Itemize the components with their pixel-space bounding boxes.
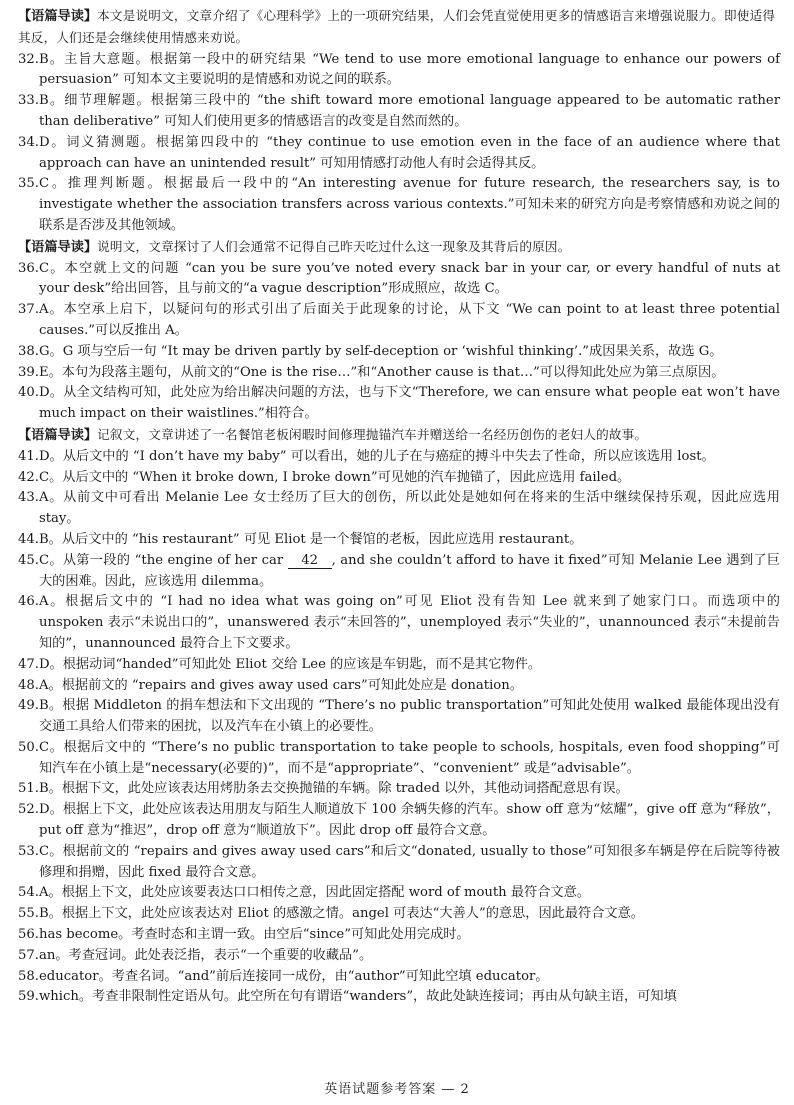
answer-list-1 [18,50,780,237]
answer-explanation: D。根据动词“handed”可知此处 Eliot 交给 Lee 的应该是车钥匙，而不是其它物件。 [38,656,542,672]
answer-item [18,904,780,925]
guide-text: 说明文，文章探讨了人们会通常不记得自己昨天吃过什么这一现象及其背后的原因。 [97,238,571,254]
answer-number: 50. [18,739,39,755]
answer-explanation: A。本空承上启下，以疑问句的形式引出了后面关于此现象的讨论，从下文 “We can point to at least three potential causes.”可以反推出 A。 [38,302,780,338]
answer-item [18,987,780,1008]
answer-number: 46. [18,594,39,610]
answer-number: 36. [18,260,39,276]
answer-explanation: B。主旨大意题。根据第一段中的研究结果 “We tend to use more emotional language to enhance our powers of persuasion” 可知本文主要说明的是情感和劝说之间的联系。 [38,51,780,88]
answer-item [18,925,780,946]
answer-number: 49. [18,698,39,714]
answer-number: 38. [18,343,39,359]
guide-text: 本文是说明文，文章介绍了《心理科学》上的一项研究结果，人们会凭直觉使用更多的情感语言来增强说服力。即使适得其反，人们还是会继续使用情感来劝说。 [18,8,776,45]
answer-item [18,592,780,654]
answer-explanation: C。本空就上文的问题 “can you be sure you’ve noted every snack bar in your car, or every handful of nuts at your desk”给出回答，且与前文的“a vague description”形成照应，故选 C。 [38,260,780,297]
answer-explanation: B。细节理解题。根据第三段中的 “the shift toward more emotional language appeared to be automatic rather than deliberative” 可知人们使用更多的情感语言的改变是自然而然的。 [38,93,780,129]
answer-explanation: A。根据前文的 “repairs and gives away used cars”可知此处应是 donation。 [38,677,523,693]
answer-item [18,468,780,489]
guide-tag: 【语篇导读】 [18,9,98,24]
reading-guide-2 [18,237,780,259]
answer-item [18,967,780,988]
answer-explanation: A。根据上下文，此处应该要表达口口相传之意，因此固定搭配 word of mouth 最符合文意。 [38,885,590,901]
answer-number: 59. [18,989,39,1005]
answer-item [18,551,780,593]
answer-item [18,300,780,342]
answer-explanation: E。本句为段落主题句，从前文的“One is the rise…”和“Another cause is that…”可以得知此处应为第三点原因。 [38,364,725,380]
answer-number: 35. [18,176,39,192]
answer-number: 57. [18,947,39,963]
answer-explanation: C。从后文中的 “When it broke down, I broke down”可见她的汽车抛锚了，因此应选用 failed。 [38,469,631,485]
answer-item [18,842,780,884]
answer-number: 51. [18,781,39,797]
answer-number: 41. [18,448,39,464]
answer-number: 48. [18,677,39,693]
answer-explanation: C。根据后文中的 “There’s no public transportation to take people to schools, hospitals, even food shopping”可知汽车在小镇上是“necessary(必要的)”，而不是“appropriate”、“convenient” 或是“advisable”。 [38,739,780,776]
answer-explanation: has become。考查时态和主谓一致。由空后“since”可知此处用完成时。 [38,927,470,943]
answer-number: 34. [18,134,39,150]
guide-tag: 【语篇导读】 [18,427,98,443]
answer-number: 45. [18,552,39,568]
answer-item [18,133,780,175]
answer-number: 58. [18,968,39,984]
answer-list-2 [18,259,780,425]
answer-explanation: D。从后文中的 “I don’t have my baby” 可以看出，她的儿子在与癌症的搏斗中失去了性命，所以应该选用 lost。 [38,448,715,464]
answer-number: 37. [18,302,39,318]
answer-item [18,50,780,92]
answer-explanation: A。根据后文中的 “I had no idea what was going on”可见 Eliot 没有告知 Lee 就来到了她家门口。而选项中的 unspoken 表示“未说出口的”，unanswered 表示“未回答的”，unemployed 表示“失业的”，unannounced 表示“未提前告知的”，unannounced 最符合上下文要求。 [38,594,780,651]
reading-guide-3 [18,425,780,447]
answer-item [18,696,780,738]
answer-item [18,800,780,842]
answer-item [18,488,780,530]
blank-number: 42 [288,554,332,569]
answer-number: 33. [18,93,39,109]
answer-number: 52. [18,802,39,818]
answer-number: 40. [18,385,39,401]
reading-guide-1 [18,6,780,50]
answer-item [18,883,780,904]
answer-explanation: B。根据下文，此处应该表达用烤肋条去交换抛锚的车辆。除 traded 以外，其他动词搭配意思有误。 [38,781,629,797]
answer-explanation [39,551,780,593]
answer-number: 32. [18,51,39,67]
answer-item [18,779,780,800]
answer-explanation: an。考查冠词。此处表泛指，表示“一个重要的收藏品”。 [38,947,373,963]
answer-number: 53. [18,843,39,859]
answer-item [18,383,780,425]
answer-item [18,738,780,780]
answer-explanation: which。考查非限制性定语从句。此空所在句有谓语“wanders”，故此处缺连接词；再由从句缺主语，可知填 [38,989,677,1005]
answer-number: 39. [18,364,39,380]
answer-item [18,91,780,133]
answer-number: 54. [18,885,39,901]
answer-item [18,946,780,967]
answer-explanation: educator。考查名词。“and”前后连接同一成份，由“author”可知此空填 educator。 [38,968,549,984]
answer-item [18,676,780,697]
answer-number: 55. [18,906,39,922]
answer-item [18,447,780,468]
answer-explanation: C。推理判断题。根据最后一段中的“An interesting avenue for future research, the researchers say, is to investigate whether the association transfers across various contexts.”可知未来的研究方向是考察情感和劝说之间的联系是否涉及其他领域。 [38,176,780,233]
answer-explanation: D。从全文结构可知，此处应为给出解决问题的方法，也与下文“Therefore, we can ensure what people eat won’t have much impact on their waistlines.”相符合。 [38,385,780,422]
page-footer: 英语试题参考答案 — 2 [324,1082,470,1098]
answer-list-3 [18,447,780,1009]
answer-explanation: G。G 项与空后一句 “It may be driven partly by self-deception or ‘wishful thinking’.”成因果关系，故选 G。 [38,343,723,359]
explanation-part: C。从第一段的 “the engine of her car [38,552,288,568]
answer-explanation: C。根据前文的 “repairs and gives away used cars”和后文“donated, usually to those”可知很多车辆是停在后院等待被修理和捐赠，因此 fixed 最符合文意。 [38,843,780,880]
answer-explanation: B。从后文中的 “his restaurant” 可见 Eliot 是一个餐馆的老板，因此应选用 restaurant。 [38,531,583,547]
answer-item [18,655,780,676]
answer-number: 56. [18,927,39,943]
answer-number: 44. [18,531,39,547]
answer-item [18,259,780,301]
guide-tag: 【语篇导读】 [18,239,98,255]
answer-number: 42. [18,469,39,485]
answer-item [18,363,780,384]
answer-explanation: B。根据上下文，此处应该表达对 Eliot 的感激之情。angel 可表达“大善人”的意思，因此最符合文意。 [38,906,644,922]
answer-explanation: D。根据上下文，此处应该表达用朋友与陌生人顺道放下 100 余辆失修的汽车。show off 意为“炫耀”，give off 意为“释放”，put off 意为“推迟”，drop off 意为“顺道放下”。因此 drop off 最符合文意。 [38,802,780,839]
answer-explanation: B。根据 Middleton 的捐车想法和下文出现的 “There’s no public transportation”可知此处使用 walked 最能体现出没有交通工具给人们带来的困扰，以及汽车在小镇上的必要性。 [38,698,780,735]
answer-number: 47. [18,656,39,672]
answer-item [18,530,780,551]
answer-item [18,174,780,236]
explanation-part: , and she couldn’t afford to have it fixed”可知 Melanie Lee 遇到了巨大的困难。因此，应该选用 dilemma。 [38,552,780,589]
answer-explanation: D。词义猜测题。根据第四段中的 “they continue to use emotion even in the face of an audience where that approach can have an unintended result” 可知用情感打动他人有时会适得其反。 [38,134,780,171]
answer-number: 43. [18,490,39,506]
guide-text: 记叙文，文章讲述了一名餐馆老板闲暇时间修理抛锚汽车并赠送给一名经历创伤的老妇人的故事。 [97,426,648,442]
answer-explanation: A。从前文中可看出 Melanie Lee 女士经历了巨大的创伤，所以此处是她如何在将来的生活中继续保持乐观，因此应选用 stay。 [38,490,780,527]
answer-item [18,342,780,363]
